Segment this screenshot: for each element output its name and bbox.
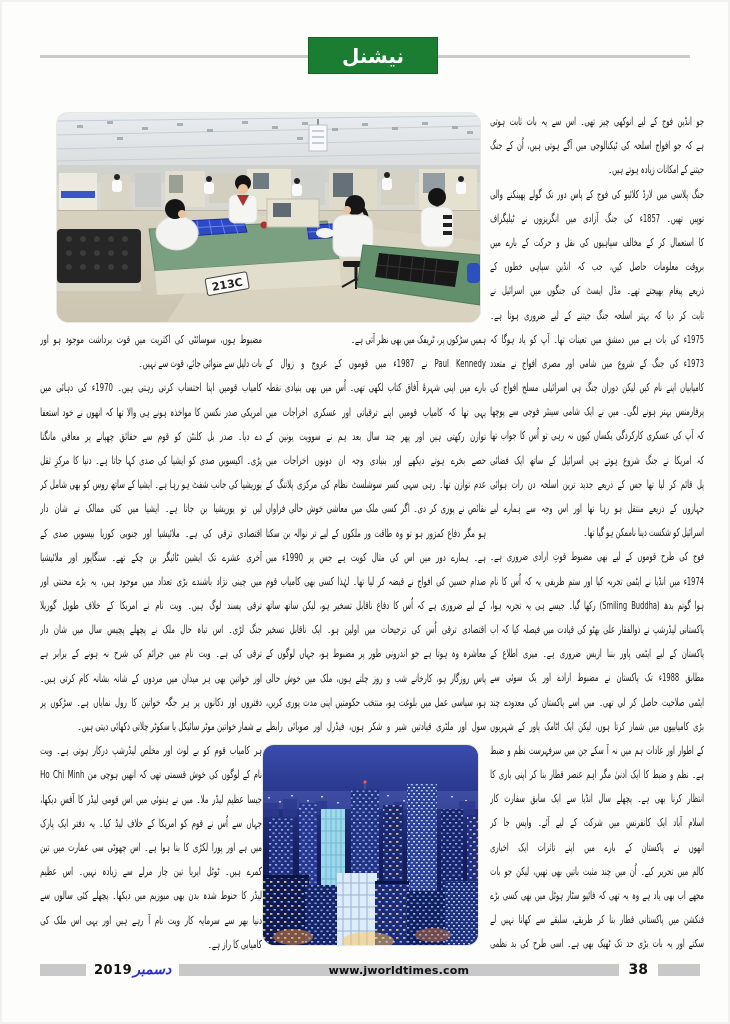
text-line: ہمیں سڑکوں پر، ٹریفک میں بھی نظر آتی ہے۔	[350, 333, 486, 346]
text-line: انھوں نے پاکستان کے بارے میں اپنے تاثرات ایک اخباری	[490, 840, 704, 854]
text-line: ترقی کی ہے۔ ویت نام میں جرائم کی شرح نہ ہونے کے برابر ہے	[40, 647, 262, 661]
text-line: معاشرہ وہ ہوتا ہے جو اندرونی طور پر مضبوط ہو، جہاں لوگوں کے	[265, 647, 486, 661]
text-line: اسلام آباد ایک کانفرنس میں شرکت کے لیے آئے۔ واپس جا کر	[490, 816, 704, 830]
text-line: مضبوط ہوں، سوسائٹی کی اکثریت میں قوت برداشت موجود ہو اور	[40, 333, 262, 346]
text-line: پاس روزگار ہو، کارخانے شب و روز چلتے ہوں، ملک میں خوش حالی	[265, 671, 486, 685]
text-line: فوج کی طرح قوموں کے لیے بھی مضبوط قوتِ ارادی ضروری ہے۔	[490, 550, 704, 564]
text-line: ثابت کر دیا کہ بہتر اسلحہ جنگ جیتنے کے لیے ضروری ہوتا ہے۔	[490, 308, 704, 322]
text-line: دے دیا۔ صدر بل کلنٹن کو قوم سے حقائق چھپانے پر معافی مانگنا	[40, 429, 262, 443]
text-line: جیتنے کے امکانات زیادہ ہوتے ہیں۔	[608, 163, 704, 177]
text-line: Paul Kennedy نے 1987ء میں قوموں کے عروج و زوال کے	[265, 357, 486, 371]
text-line: بروقت معلومات حاصل کیں، جب کہ انڈین سپاہی خطوں کے	[490, 260, 704, 274]
text-line: کا استعمال کر کے مخالف سپاہیوں کی نقل و حرکت کے بارے میں	[490, 235, 704, 249]
text-line: 1975ء کی بات ہے میں دمشق میں تعینات تھا۔ آپ کو یاد ہوگا کہ	[490, 332, 704, 346]
issue-year: 2019	[94, 963, 133, 978]
text-line: پرفارمنس بہتر ہونے لگی۔ میں نے ایک شامی سینئر فوجی سے پوچھا	[490, 405, 704, 419]
text-line: انتظار کرنا بھی ہے۔ پچھلے سال انڈیا سے ایک سابق سفارت کار	[490, 792, 704, 806]
text-line: توپیں تھیں۔ 1857ء کی جنگ آزادی میں انگریزوں نے ٹیلیگراف	[490, 211, 704, 225]
hanging-sign	[309, 125, 327, 151]
text-line: آخری عشرے تک ایشین ٹائیگر بن چکے تھے۔ سنگاپور اور ملائیشیا	[40, 550, 262, 564]
factory-photo-illustration	[57, 113, 480, 322]
text-line: پڑی۔ اکیسویں صدی کو ایشیا کی صدی کہا جاتا ہے۔ دنیا کا مرکزِ ثقل	[40, 453, 262, 467]
article-column-left	[40, 328, 262, 964]
text-line: ذریعے پیغام بھیجتے تھے۔ مڈل ایسٹ کی جنگوں میں اسرائیل نے	[490, 284, 704, 298]
text-line: ہر کامیاب قوم کو بے لوث اور مخلص لیڈرشپ درکار ہوتی ہے۔ ویت	[40, 744, 262, 758]
text-line: اور خواتین بھی ہر میدان میں مردوں کے شانہ بشانہ کام کرتی ہیں۔	[40, 671, 262, 685]
text-line: 1974ء میں انڈیا نے ایٹمی تجربہ کیا اور ستم ظریفی یہ کہ اُس کا نام	[490, 574, 704, 588]
text-line: ہو مگر دفاع کمزور ہو تو وہ طاقت ور ملکوں کے لیے تر نوالہ بن سکتا	[265, 526, 486, 540]
text-line: پل قائم کر لیا تھا جس کے ذریعے جدید ترین اسلحہ دن رات ہوائی	[490, 477, 704, 491]
text-line: کہ امریکا نے جنگ شروع ہوتے ہی اسرائیل کے ساتھ ایک فضائی	[490, 453, 704, 467]
text-line: بڑی کامیابیوں میں شمار کرتا ہوں، لیکن ایک اٹامک پاور کے شہریوں	[490, 719, 704, 733]
text-line: امریکی صدر نکسن کا مواخذہ ہونے ہی والا تھا کہ انھوں نے خود استعفا	[40, 405, 262, 419]
footer-bar-left	[40, 964, 86, 976]
text-line: پاکستان کے لیے ایٹمی پاور بننا ازبس ضروری ہے۔ میری اطلاع کے	[490, 647, 704, 661]
text-line: میں ہے اور پورا لکڑی کا بنا ہوا ہے۔ اس چھوٹی سی عمارت میں تین	[40, 840, 262, 854]
text-line: کامیاب قومیں اپنا احتساب کرتی رہتی ہیں۔ 1970ء کی دہائی میں	[40, 381, 262, 395]
city-photo-illustration	[263, 745, 478, 945]
text-line: یہی تھا کہ کامیاب قومیں اپنے ترقیاتی اور عسکری اخراجات میں	[265, 405, 486, 419]
bench-label-text: 213C	[210, 275, 244, 294]
text-line: ہے کہ جو افواج اسلحہ کی ٹیکنالوجی میں آگے ہوتی ہیں، اُن کے جنگ	[490, 139, 704, 153]
text-line: جہاں سے اُس نے قوم کو امریکا کے خلاف لیڈ کیا۔ یہ دفتر ایک پارک	[40, 816, 262, 830]
footer-bar-right	[658, 964, 700, 976]
text-line: کے لیے ضروری ہے کہ اُس کا دفاع ناقابل تسخیر ہو، لیکن ساتھ ساتھ	[265, 599, 486, 613]
text-line: دنیا بھر سے سرمایہ کار ویت نام آ رہے ہیں اور یہی اس ملک کی	[40, 913, 262, 927]
text-line: جنگ لڑی۔ اس تباہ حال ملک نے پچھلے پچیس سال میں شان دار	[40, 623, 262, 637]
text-line: کالم میں تحریر کیے۔ اُن میں چند مثبت باتیں بھی تھیں، لیکن جو بات	[490, 864, 704, 878]
text-line: بارے میں اپنی شہرۂ آفاق کتاب لکھی تھی۔ اُس میں بھی بنیادی نقطہ	[265, 381, 486, 395]
page-number: 38	[628, 962, 648, 978]
footer-bar-center	[179, 964, 618, 976]
text-line: جنگ پلاسی میں لارڈ کلائیو کی فوج کے پاس دور تک گولے پھینکنے والی	[490, 187, 704, 201]
text-line: اقتصادی ترقی اُس کی ترجیحات میں اولین ہو۔ ایک ناقابل تسخیر	[265, 623, 486, 637]
text-line: کامیابیاں اپنے نام کیں لیکن دوران جنگ ہی اسرائیلی مسلح افواج کی	[490, 381, 704, 395]
text-line: نقائص نے پوری کر دی۔ اگر کسی ملک میں معاشی خوش حالی فراواں	[265, 502, 486, 516]
issue-date	[86, 962, 179, 978]
text-line: جیسا عظیم لیڈر ملا۔ میں نے ہنوئی میں اس قومی لیڈر کا آفس دیکھا،	[40, 792, 262, 806]
text-line: کہ آپ کی عسکری کارکردگی یکساں کیوں نہ رہی تو اُس کا جواب تھا	[490, 429, 704, 443]
text-line: مطابق 1988ء تک پاکستان نے مضبوط ارادے اور یک سوئی سے	[490, 671, 704, 685]
section-label: نیشنل	[341, 43, 405, 68]
text-line: ترقی پسند لوگ ہیں۔ ویت نام نے امریکا کے خلاف طویل گوریلا	[40, 599, 262, 613]
text-line: فنکشن میں پاکستانی قطار بنا کر طریقے، سلیقے سے کھانا نہیں لے	[490, 913, 704, 927]
text-line: اقتصادی ترقی کی ہے۔ ملائیشیا اور جنوبی کوریا بیسویں صدی کے	[40, 526, 262, 540]
text-line: دفتروں اور دکانوں پر ہر جگہ خواتین کا رول نمایاں ہے۔ سڑکوں پر	[40, 695, 262, 709]
blue-chair	[467, 263, 480, 283]
article-text	[266, 328, 486, 739]
text-line: کے اطوار اور عادات ہم میں نہ آ سکے جن میں سرفہرست نظم و ضبط	[490, 743, 704, 757]
text-line: جہازوں کے ذریعے منتقل ہو رہا تھا اور اس وجہ سے ہمارے لیے	[490, 502, 704, 515]
text-line: مجھے اب بھی یاد ہے وہ یہ تھی کہ فائیو سٹار ہوٹل میں بھی کسی بڑے	[490, 889, 704, 902]
section-badge	[309, 38, 437, 73]
text-line: یوریشیا کی جانب شفٹ ہو رہا ہے۔ ایشیا کے ساتھ روس کو بھی شامل کر	[40, 478, 262, 492]
text-line: ہے۔ نظم و ضبط کا ایک ادنیٰ مگر اہم عنصر قطار بنا کر اپنی باری کا	[490, 768, 704, 782]
text-line: جو انڈین فوج کے لیے انوکھی چیز تھی۔ اس سے یہ بات ثابت ہوتی	[490, 115, 704, 128]
text-line: سکتے اور یہ بات بڑی حد تک ٹھیک بھی ہے۔ اسی طرح کی بد نظمی	[490, 937, 704, 951]
article-text	[40, 328, 262, 957]
website-url: www.jworldtimes.com	[328, 963, 470, 977]
factory-photo	[57, 113, 480, 322]
text-line: لیں تو یوریشیا بن جاتا ہے۔ ایشیا میں کئی ممالک نے شان دار	[40, 502, 262, 516]
article-column-right	[490, 110, 704, 962]
article-text	[490, 110, 704, 957]
text-line: ایٹمی صلاحیت حاصل کر لی تھی۔ میں اسے پاکستان کی معدودے چند	[490, 695, 704, 709]
text-line: کامیابی کا راز ہے۔	[207, 937, 262, 951]
text-line: بے شمار خواتین موٹر سائیکل یا سکوٹر چلاتی دکھائی دیتی ہیں۔	[77, 720, 262, 733]
city-photo	[263, 745, 478, 945]
text-line: ہوا گوتم بدھ (Smiling Buddha) رکھا گیا۔ جیسے ہی یہ تجربہ ہوا،	[490, 598, 704, 612]
text-line: سول اور ملٹری قیادتیں شیر و شکر ہوں، فیڈرل اور صوبائی رابطے	[265, 720, 486, 733]
text-line: عدم توازن تھا۔ رہی سہی کسر سوشلسٹ نظام کی مرکزی پلاننگ کے	[265, 478, 486, 492]
page-footer	[40, 961, 700, 979]
text-line: حصے بخرے ہوتے دیکھے اور بنیادی وجہ ان دونوں اخراجات میں	[265, 453, 486, 467]
text-line: توازن رکھتی ہیں اور پھر چند سال بعد ہم نے سوویت یونین کے	[265, 429, 486, 443]
text-line: بات دلیل سے منوائی جائے، قوت سے نہیں۔	[138, 357, 262, 371]
text-line: میں چینی نژاد باشندے بڑی تعداد میں موجود ہیں، یہ بڑے محنتی اور	[40, 574, 262, 588]
text-line: ہے۔ ہمارے دور میں اس کی مثال کویت ہے جس پر 1990ء میں	[265, 550, 486, 564]
text-line: صدام حسین کی افواج نے قبضہ کر لیا تھا۔ لہٰذا کسی بھی کامیاب قوم	[265, 574, 486, 588]
text-line: پاکستانی لیڈرشپ نے ذوالفقار علی بھٹو کی قیادت میں فیصلہ کیا کہ اب	[490, 622, 704, 636]
text-line: لیڈر کا حنوط شدہ بدن بھی میوزیم میں دیکھا۔ پچھلے کئی سالوں سے	[40, 889, 262, 903]
article-column-middle	[266, 328, 486, 746]
text-line: نام کے لوگوں کی خوش قسمتی تھی کہ انھیں ہوچی من Ho Chi Minh	[40, 768, 262, 782]
text-line: کمرے ہیں۔ ٹوٹل ایریا تین چار مرلے سے زیادہ نہیں۔ اس عظیم	[40, 865, 262, 879]
text-line: ہو، سیاسی عمل میں بلوغت ہو، منتخب حکومتیں اپنی مدت پوری کریں،	[265, 695, 486, 709]
text-line: 1973ء کی جنگ کے شروع میں شامی اور مصری افواج نے متعدد	[490, 356, 704, 370]
text-line: اسرائیل کو شکست دینا ناممکن ہو گیا تھا۔	[583, 526, 704, 540]
issue-month: دسمبر	[133, 962, 172, 978]
